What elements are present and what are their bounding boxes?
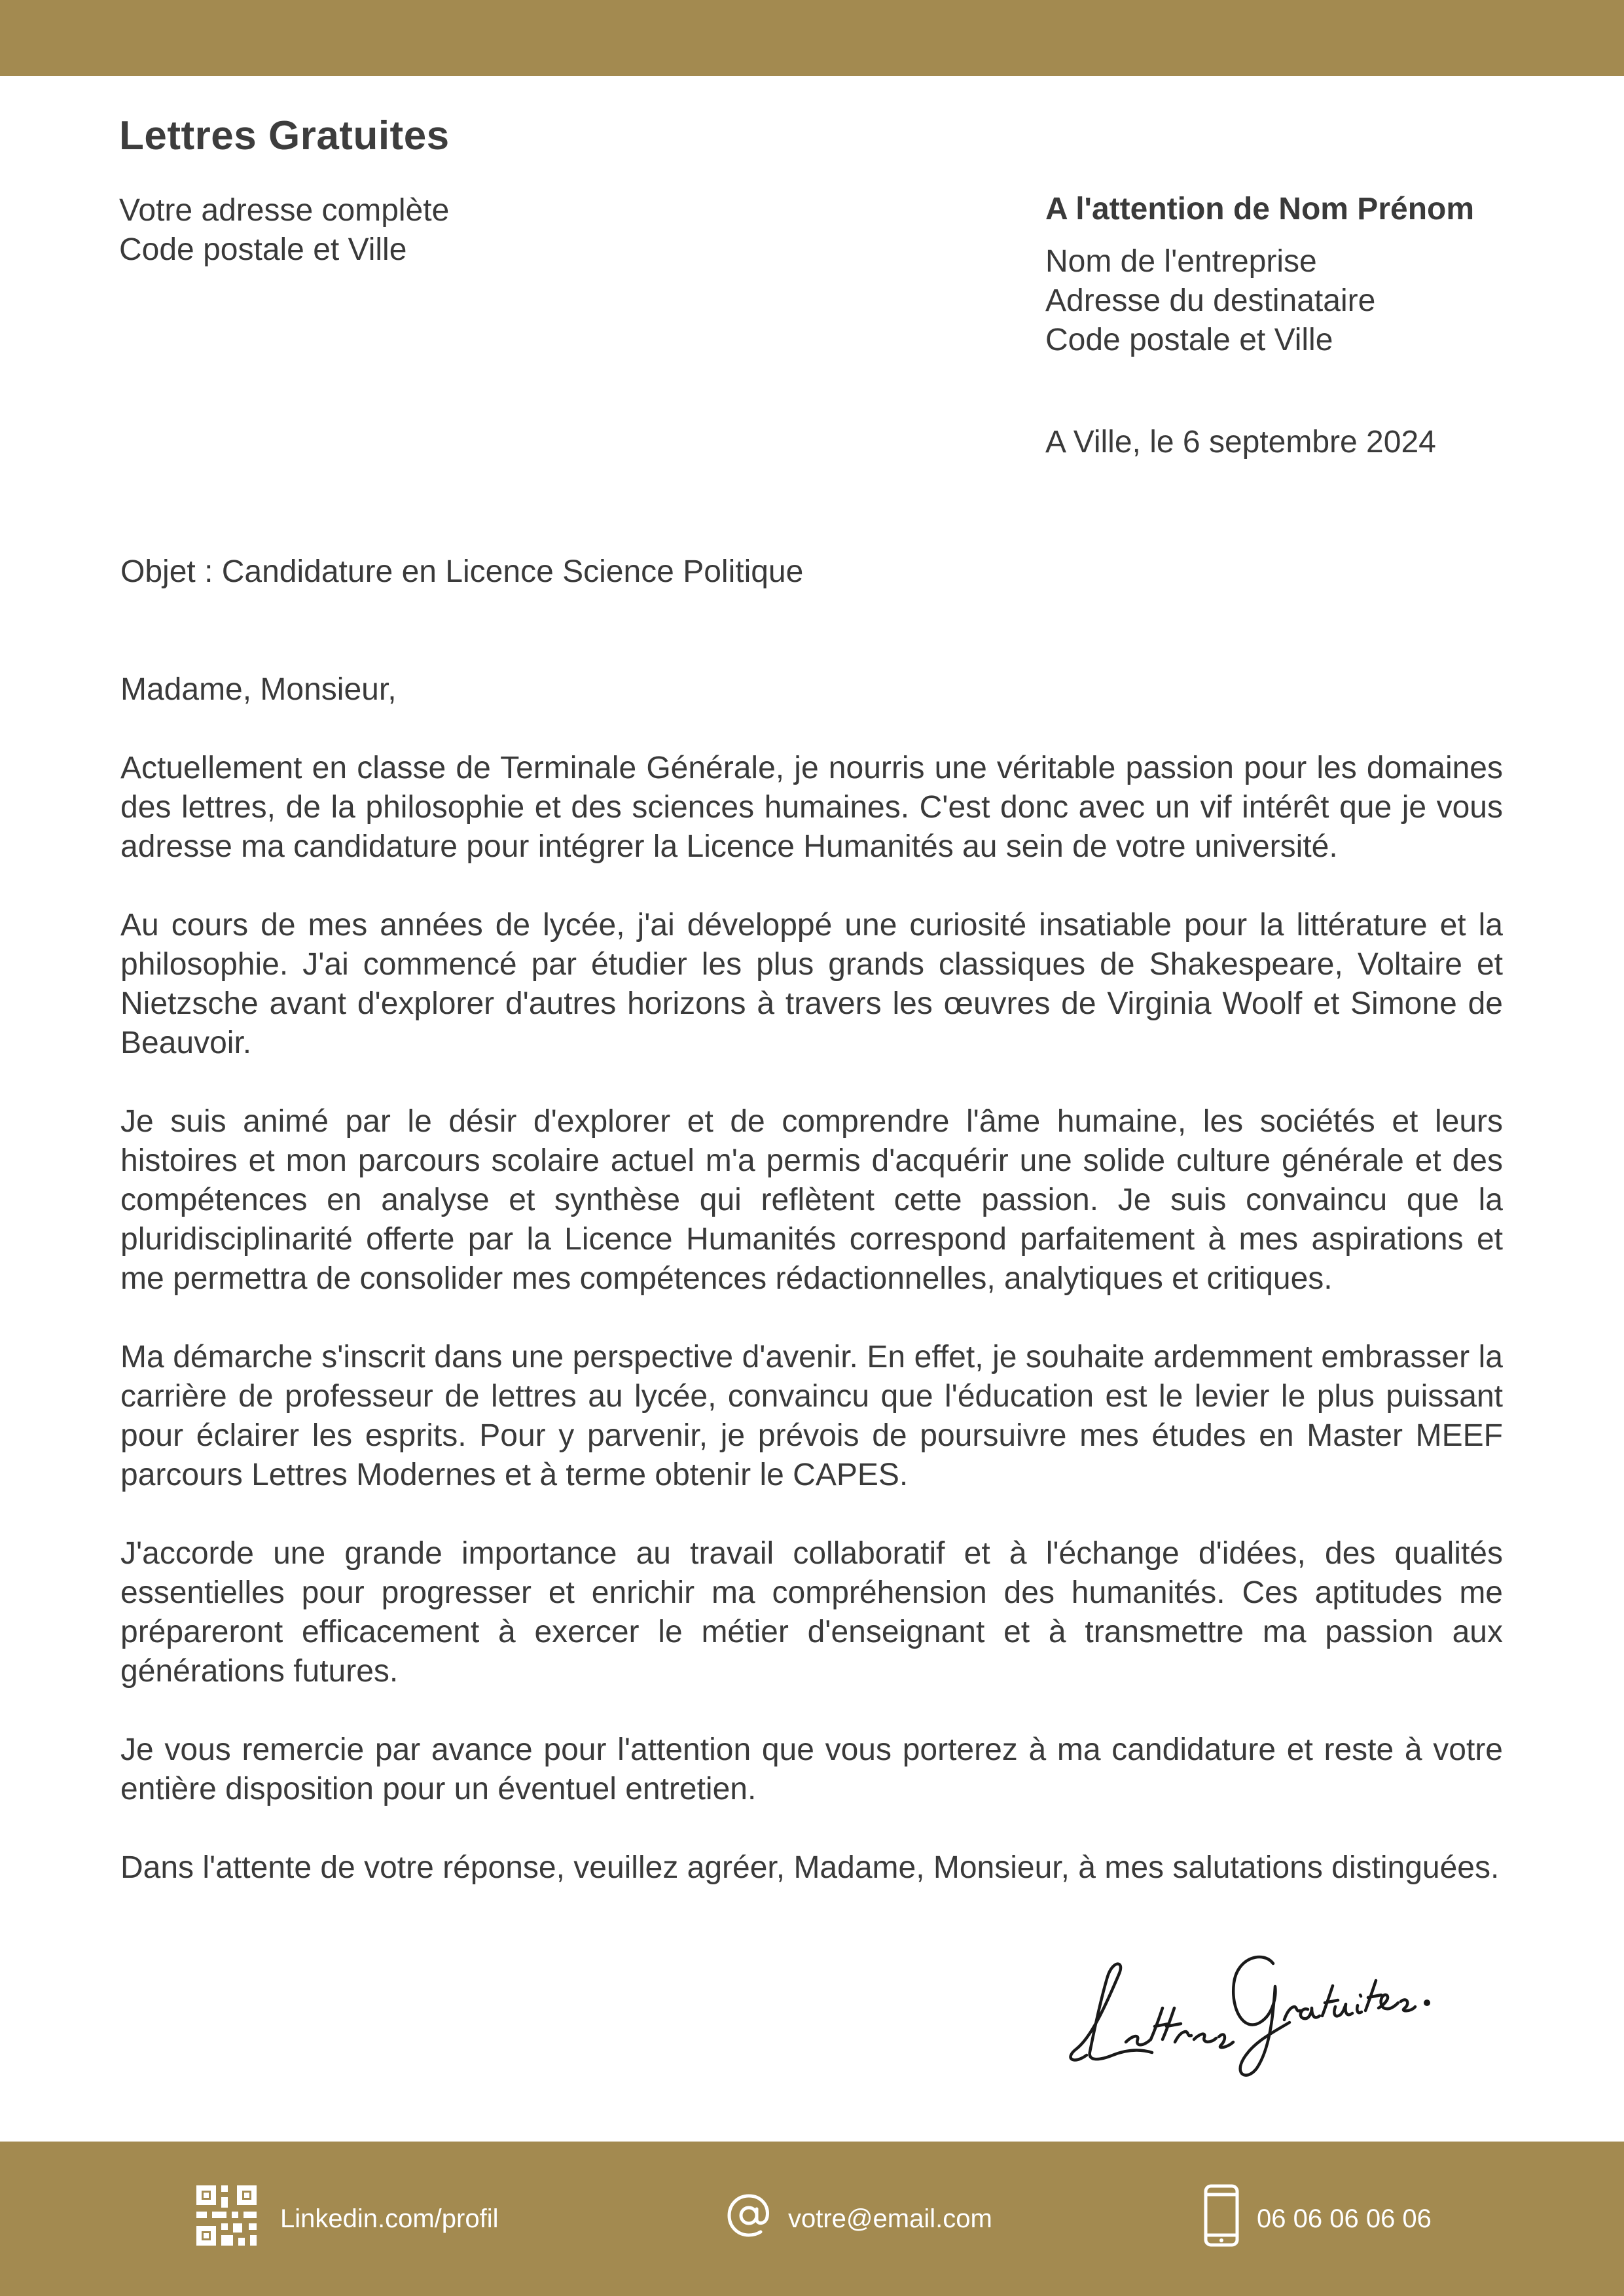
letter-body [120, 670, 1503, 1927]
paragraph: J'accorde une grande importance au travail collaboratif et à l'échange d'idées, des qualités essentielles pour progresser et enrichir ma compréhension des humanités. Ces aptitudes me prépareront efficacement à exercer le métier d'enseignant et à transmettre ma passion aux générations futures. [120, 1536, 1503, 1689]
paragraph: Au cours de mes années de lycée, j'ai développé une curiosité insatiable pour la littérature et la philosophie. J'ai commencé par étudier les plus grands classiques de Shakespeare, Voltaire et Nietzsche avant d'explorer d'autres horizons à travers les œuvres de Virginia Woolf et Simone de Beauvoir. [120, 908, 1503, 1060]
recipient-address: Adresse du destinataire [1045, 283, 1376, 318]
email-link[interactable]: votre@email.com [788, 2204, 992, 2233]
recipient-block [1045, 190, 1474, 360]
footer-phone[interactable] [1203, 2187, 1432, 2250]
paragraph: Je vous remercie par avance pour l'attention que vous porterez à ma candidature et reste à votre entière disposition pour un éventuel entretien. [120, 1732, 1503, 1806]
at-sign-icon [725, 2192, 772, 2246]
handwritten-signature [1047, 1924, 1440, 2088]
recipient-attention: A l'attention de Nom Prénom [1045, 192, 1475, 226]
sender-name: Lettres Gratuites [119, 113, 450, 158]
header-band [0, 0, 1624, 76]
paragraph: Je suis animé par le désir d'explorer et de comprendre l'âme humaine, les sociétés et leurs histoires et mon parcours scolaire actuel m'a permis d'acquérir une solide culture générale et des compétences en analyse et synthèse qui reflètent cette passion. Je suis convaincu que la pluridisciplinarité offerte par la Licence Humanités correspond parfaitement à mes aspirations et me permettra de consolider mes compétences rédactionnelles, analytiques et critiques. [120, 1104, 1503, 1296]
qr-code-icon [196, 2185, 257, 2252]
recipient-company: Nom de l'entreprise [1045, 244, 1317, 279]
linkedin-link[interactable]: Linkedin.com/profil [280, 2204, 499, 2233]
paragraph: Actuellement en classe de Terminale Générale, je nourris une véritable passion pour les domaines des lettres, de la philosophie et des sciences humaines. C'est donc avec un vif intérêt que je vous adresse ma candidature pour intégrer la Licence Humanités au sein de votre université. [120, 751, 1503, 864]
date-line: A Ville, le 6 septembre 2024 [1045, 425, 1436, 459]
paragraph: Ma démarche s'inscrit dans une perspective d'avenir. En effet, je souhaite ardemment embrasser la carrière de professeur de lettres au lycée, convaincu que l'éducation est le levier le plus puissant pour éclairer les esprits. Pour y parvenir, je prévois de poursuivre mes études en Master MEEF parcours Lettres Modernes et à terme obtenir le CAPES. [120, 1340, 1503, 1492]
phone-number[interactable]: 06 06 06 06 06 [1257, 2204, 1432, 2233]
sender-postal-city: Code postale et Ville [119, 232, 407, 267]
greeting: Madame, Monsieur, [120, 672, 397, 707]
footer-email[interactable] [725, 2187, 992, 2250]
sender-address-line: Votre adresse complète [119, 193, 450, 228]
footer-linkedin[interactable] [196, 2187, 499, 2250]
closing-paragraph: Dans l'attente de votre réponse, veuillez agréer, Madame, Monsieur, à mes salutations distinguées. [120, 1850, 1500, 1885]
subject-line: Objet : Candidature en Licence Science Politique [120, 554, 804, 589]
recipient-postal-city: Code postale et Ville [1045, 323, 1333, 357]
phone-icon [1203, 2184, 1240, 2253]
sender-address [119, 191, 449, 270]
